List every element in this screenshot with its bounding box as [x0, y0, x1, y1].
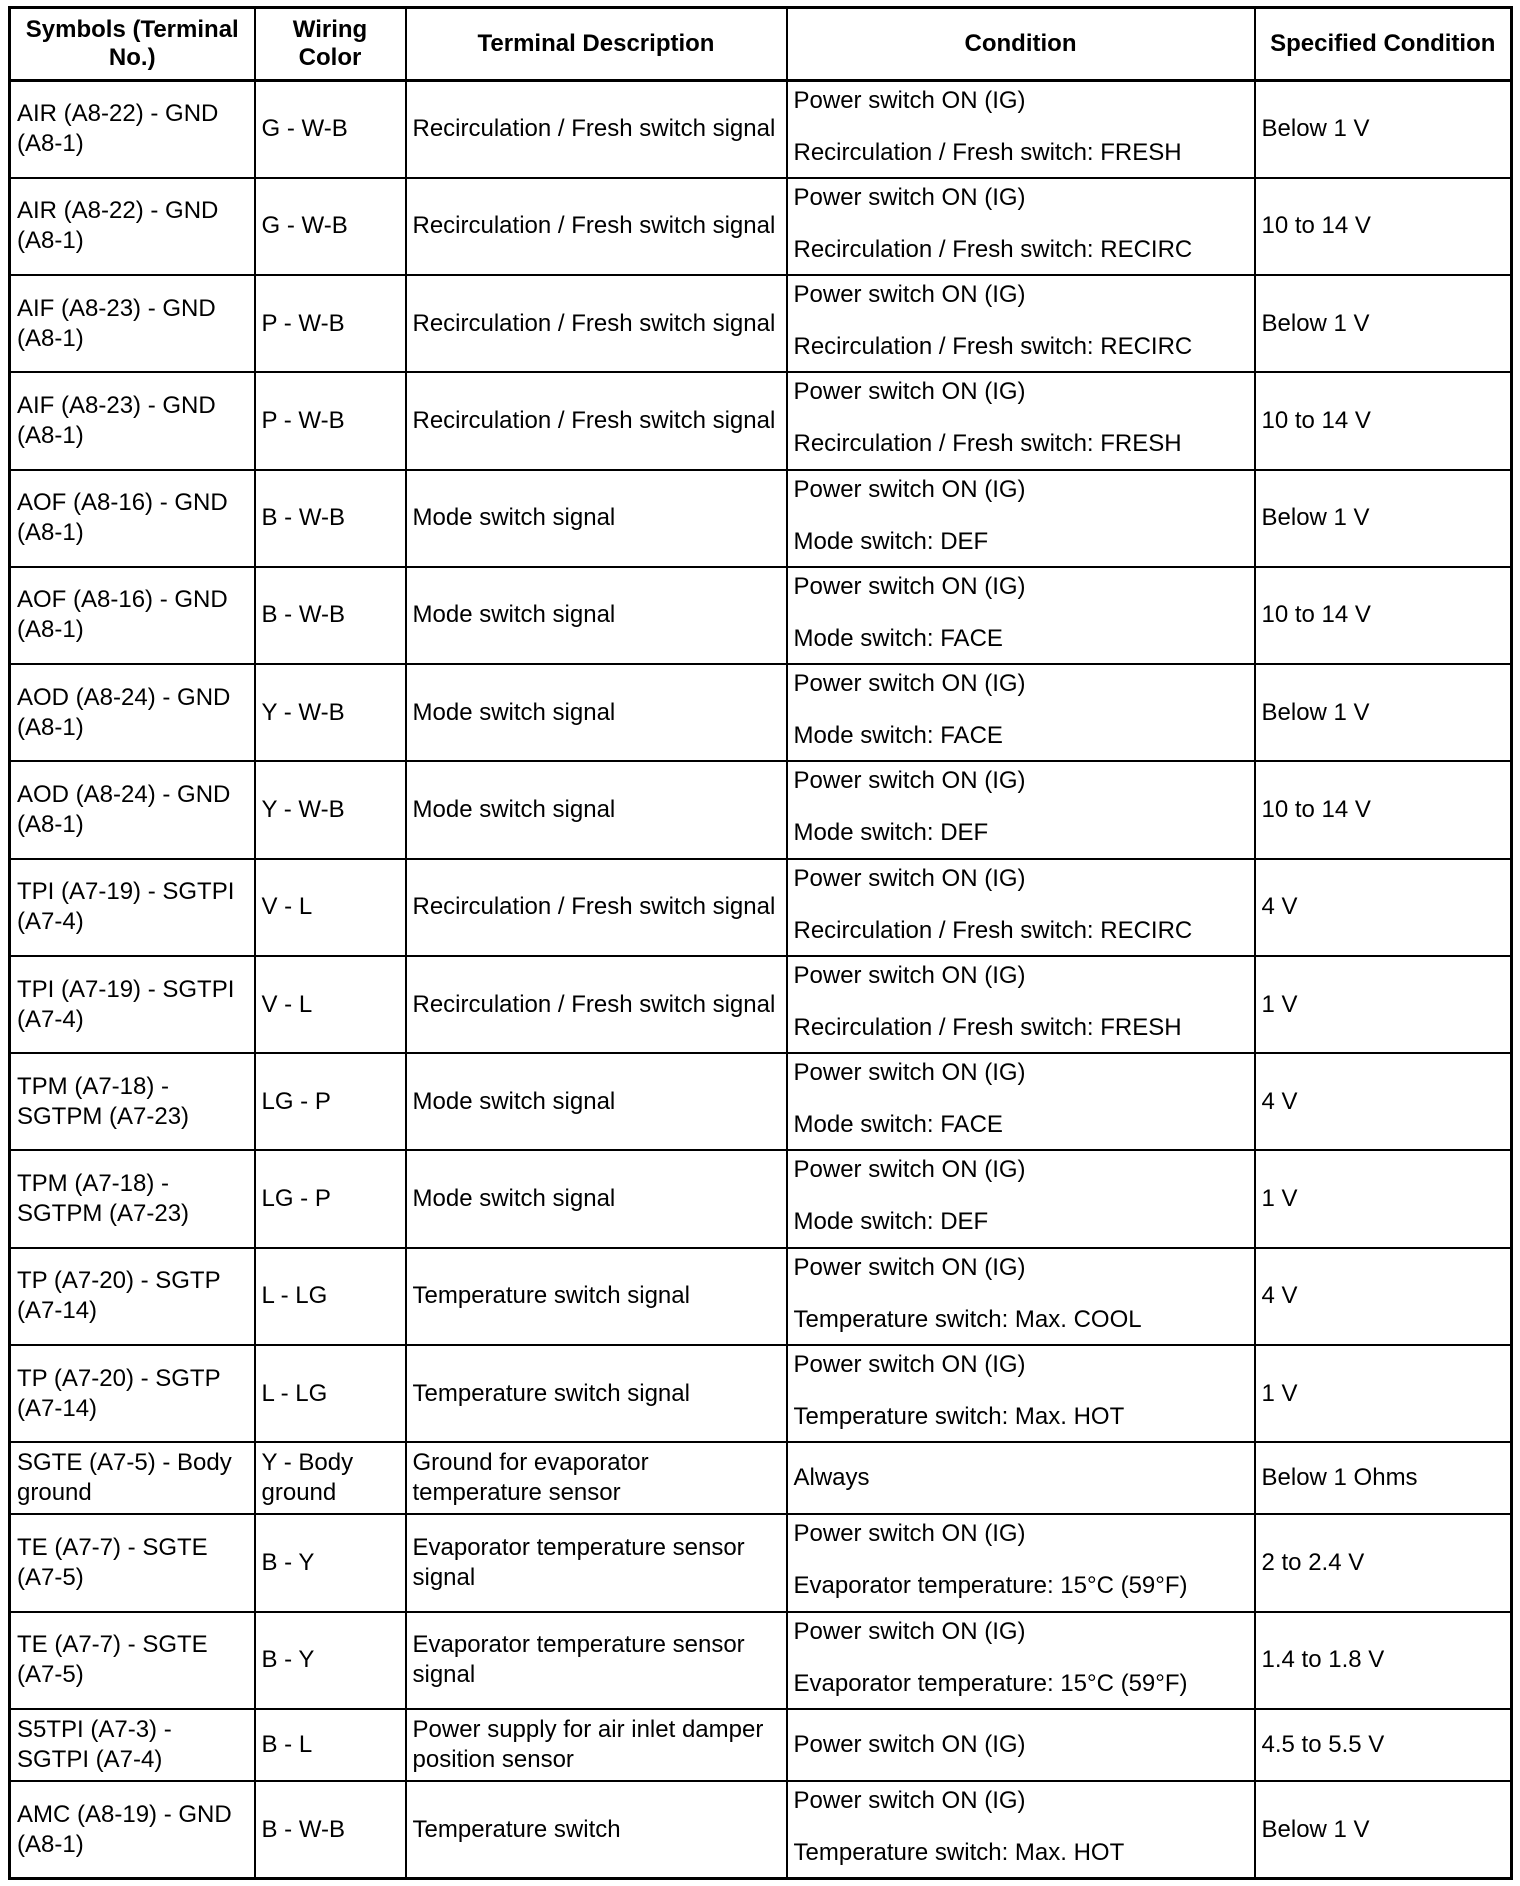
condition-line: Power switch ON (IG): [793, 572, 1026, 600]
condition-line: Recirculation / Fresh switch: FRESH: [793, 1013, 1182, 1041]
condition-line: Temperature switch: Max. HOT: [793, 1839, 1125, 1867]
cell-specified-condition: 4.5 to 5.5 V: [1255, 1709, 1512, 1781]
cell-condition: [787, 859, 1255, 956]
table-row: [10, 178, 1512, 275]
table-header: [10, 8, 1512, 81]
condition-line: Power switch ON (IG): [793, 1520, 1026, 1548]
condition-line: Mode switch: DEF: [793, 1208, 989, 1236]
condition-line: Power switch ON (IG): [793, 1350, 1026, 1378]
cell-symbol: S5TPI (A7-3) - SGTPI (A7-4): [10, 1709, 255, 1781]
cell-condition: Power switch ON (IG): [787, 1709, 1255, 1781]
table-row: [10, 470, 1512, 567]
cell-condition: Always: [787, 1442, 1255, 1514]
cell-wiring-color: Y - W-B: [255, 664, 406, 761]
cell-wiring-color: B - Y: [255, 1514, 406, 1611]
condition-line: Temperature switch: Max. HOT: [793, 1402, 1125, 1430]
cell-terminal-description: Evaporator temperature sensor signal: [406, 1514, 787, 1611]
cell-specified-condition: Below 1 Ohms: [1255, 1442, 1512, 1514]
cell-specified-condition: 10 to 14 V: [1255, 372, 1512, 469]
cell-condition: [787, 1514, 1255, 1611]
condition-line: Power switch ON (IG): [793, 1617, 1026, 1645]
cell-symbol: AOD (A8-24) - GND (A8-1): [10, 761, 255, 858]
condition-line: Power switch ON (IG): [793, 767, 1026, 795]
cell-specified-condition: 4 V: [1255, 859, 1512, 956]
cell-wiring-color: B - W-B: [255, 567, 406, 664]
cell-condition: [787, 1345, 1255, 1442]
cell-symbol: TP (A7-20) - SGTP (A7-14): [10, 1248, 255, 1345]
table-row: [10, 1053, 1512, 1150]
terminal-spec-table: [8, 6, 1513, 1880]
cell-symbol: TPI (A7-19) - SGTPI (A7-4): [10, 956, 255, 1053]
cell-terminal-description: Temperature switch signal: [406, 1345, 787, 1442]
condition-line: Mode switch: FACE: [793, 722, 1003, 750]
condition-line: Mode switch: FACE: [793, 1111, 1003, 1139]
table-row: [10, 956, 1512, 1053]
table-row: [10, 1345, 1512, 1442]
cell-terminal-description: Recirculation / Fresh switch signal: [406, 275, 787, 372]
condition-line: Power switch ON (IG): [793, 378, 1026, 406]
condition-line: Recirculation / Fresh switch: FRESH: [793, 139, 1182, 166]
cell-specified-condition: 10 to 14 V: [1255, 178, 1512, 275]
cell-symbol: AOF (A8-16) - GND (A8-1): [10, 567, 255, 664]
condition-line: Temperature switch: Max. COOL: [793, 1305, 1142, 1333]
cell-symbol: TE (A7-7) - SGTE (A7-5): [10, 1612, 255, 1709]
cell-wiring-color: P - W-B: [255, 275, 406, 372]
cell-wiring-color: G - W-B: [255, 81, 406, 178]
cell-symbol: AIR (A8-22) - GND (A8-1): [10, 81, 255, 178]
cell-wiring-color: V - L: [255, 859, 406, 956]
table-row: [10, 567, 1512, 664]
cell-condition: [787, 372, 1255, 469]
cell-specified-condition: 1 V: [1255, 1150, 1512, 1247]
cell-symbol: TPI (A7-19) - SGTPI (A7-4): [10, 859, 255, 956]
condition-line: Power switch ON (IG): [793, 1253, 1026, 1281]
cell-specified-condition: 1.4 to 1.8 V: [1255, 1612, 1512, 1709]
cell-specified-condition: Below 1 V: [1255, 664, 1512, 761]
condition-line: Power switch ON (IG): [793, 961, 1026, 989]
cell-symbol: AIF (A8-23) - GND (A8-1): [10, 275, 255, 372]
cell-terminal-description: Recirculation / Fresh switch signal: [406, 372, 787, 469]
cell-specified-condition: 1 V: [1255, 1345, 1512, 1442]
cell-terminal-description: Recirculation / Fresh switch signal: [406, 859, 787, 956]
table-row: [10, 1781, 1512, 1878]
cell-symbol: SGTE (A7-5) - Body ground: [10, 1442, 255, 1514]
header-row: [10, 8, 1512, 81]
cell-condition: [787, 1150, 1255, 1247]
table-row: [10, 275, 1512, 372]
condition-line: Recirculation / Fresh switch: RECIRC: [793, 916, 1193, 944]
cell-condition: [787, 275, 1255, 372]
cell-specified-condition: Below 1 V: [1255, 1781, 1512, 1878]
table-row: [10, 372, 1512, 469]
cell-terminal-description: Recirculation / Fresh switch signal: [406, 956, 787, 1053]
cell-wiring-color: B - Y: [255, 1612, 406, 1709]
header-condition: Condition: [787, 8, 1255, 81]
cell-wiring-color: L - LG: [255, 1345, 406, 1442]
header-terminal-description: Terminal Description: [406, 8, 787, 81]
condition-line: Power switch ON (IG): [793, 475, 1026, 503]
table-row: [10, 664, 1512, 761]
condition-line: Mode switch: DEF: [793, 819, 989, 847]
table-row: [10, 1150, 1512, 1247]
cell-symbol: AMC (A8-19) - GND (A8-1): [10, 1781, 255, 1878]
cell-specified-condition: Below 1 V: [1255, 470, 1512, 567]
condition-line: Evaporator temperature: 15°C (59°F): [793, 1572, 1188, 1600]
cell-symbol: TE (A7-7) - SGTE (A7-5): [10, 1514, 255, 1611]
cell-condition: [787, 761, 1255, 858]
cell-wiring-color: B - W-B: [255, 1781, 406, 1878]
cell-symbol: AOF (A8-16) - GND (A8-1): [10, 470, 255, 567]
cell-condition: [787, 664, 1255, 761]
cell-terminal-description: Evaporator temperature sensor signal: [406, 1612, 787, 1709]
condition-line: Power switch ON (IG): [793, 1787, 1026, 1815]
cell-wiring-color: G - W-B: [255, 178, 406, 275]
header-wiring-color: Wiring Color: [255, 8, 406, 81]
cell-specified-condition: 10 to 14 V: [1255, 761, 1512, 858]
condition-line: Power switch ON (IG): [793, 183, 1026, 211]
cell-terminal-description: Power supply for air inlet damper position sensor: [406, 1709, 787, 1781]
cell-condition: [787, 1781, 1255, 1878]
cell-terminal-description: Mode switch signal: [406, 470, 787, 567]
cell-specified-condition: 4 V: [1255, 1053, 1512, 1150]
cell-condition: [787, 1612, 1255, 1709]
cell-terminal-description: Recirculation / Fresh switch signal: [406, 81, 787, 178]
table-body: [10, 81, 1512, 1879]
condition-line: Power switch ON (IG): [793, 864, 1026, 892]
cell-wiring-color: V - L: [255, 956, 406, 1053]
table-row: [10, 1248, 1512, 1345]
cell-wiring-color: B - W-B: [255, 470, 406, 567]
cell-specified-condition: 10 to 14 V: [1255, 567, 1512, 664]
cell-symbol: AOD (A8-24) - GND (A8-1): [10, 664, 255, 761]
cell-symbol: AIF (A8-23) - GND (A8-1): [10, 372, 255, 469]
table-row: [10, 1514, 1512, 1611]
cell-specified-condition: 4 V: [1255, 1248, 1512, 1345]
cell-condition: [787, 178, 1255, 275]
cell-terminal-description: Mode switch signal: [406, 761, 787, 858]
condition-line: Recirculation / Fresh switch: RECIRC: [793, 235, 1193, 263]
cell-condition: [787, 81, 1255, 178]
table-row: [10, 859, 1512, 956]
cell-symbol: TPM (A7-18) - SGTPM (A7-23): [10, 1150, 255, 1247]
condition-line: Power switch ON (IG): [793, 87, 1026, 114]
cell-terminal-description: Temperature switch: [406, 1781, 787, 1878]
cell-symbol: AIR (A8-22) - GND (A8-1): [10, 178, 255, 275]
condition-line: Power switch ON (IG): [793, 670, 1026, 698]
cell-wiring-color: LG - P: [255, 1053, 406, 1150]
table-row: [10, 81, 1512, 178]
cell-condition: [787, 1053, 1255, 1150]
cell-terminal-description: Mode switch signal: [406, 567, 787, 664]
condition-line: Evaporator temperature: 15°C (59°F): [793, 1669, 1188, 1697]
table-row: [10, 1442, 1512, 1514]
cell-condition: [787, 956, 1255, 1053]
cell-condition: [787, 1248, 1255, 1345]
cell-wiring-color: Y - Body ground: [255, 1442, 406, 1514]
cell-wiring-color: B - L: [255, 1709, 406, 1781]
cell-specified-condition: 2 to 2.4 V: [1255, 1514, 1512, 1611]
header-specified-condition: Specified Condition: [1255, 8, 1512, 81]
cell-symbol: TP (A7-20) - SGTP (A7-14): [10, 1345, 255, 1442]
condition-line: Recirculation / Fresh switch: RECIRC: [793, 333, 1193, 361]
cell-wiring-color: LG - P: [255, 1150, 406, 1247]
table-row: [10, 1709, 1512, 1781]
cell-terminal-description: Mode switch signal: [406, 664, 787, 761]
cell-terminal-description: Temperature switch signal: [406, 1248, 787, 1345]
cell-specified-condition: Below 1 V: [1255, 275, 1512, 372]
cell-wiring-color: L - LG: [255, 1248, 406, 1345]
condition-line: Mode switch: FACE: [793, 624, 1003, 652]
cell-specified-condition: 1 V: [1255, 956, 1512, 1053]
cell-condition: [787, 567, 1255, 664]
cell-symbol: TPM (A7-18) - SGTPM (A7-23): [10, 1053, 255, 1150]
cell-wiring-color: Y - W-B: [255, 761, 406, 858]
table-row: [10, 761, 1512, 858]
table-row: [10, 1612, 1512, 1709]
cell-specified-condition: Below 1 V: [1255, 81, 1512, 178]
cell-terminal-description: Ground for evaporator temperature sensor: [406, 1442, 787, 1514]
header-symbols: Symbols (Terminal No.): [10, 8, 255, 81]
condition-line: Recirculation / Fresh switch: FRESH: [793, 430, 1182, 458]
cell-condition: [787, 470, 1255, 567]
condition-line: Power switch ON (IG): [793, 1059, 1026, 1087]
cell-terminal-description: Mode switch signal: [406, 1053, 787, 1150]
condition-line: Power switch ON (IG): [793, 1156, 1026, 1184]
cell-terminal-description: Recirculation / Fresh switch signal: [406, 178, 787, 275]
condition-line: Mode switch: DEF: [793, 527, 989, 555]
cell-terminal-description: Mode switch signal: [406, 1150, 787, 1247]
condition-line: Power switch ON (IG): [793, 281, 1026, 309]
cell-wiring-color: P - W-B: [255, 372, 406, 469]
